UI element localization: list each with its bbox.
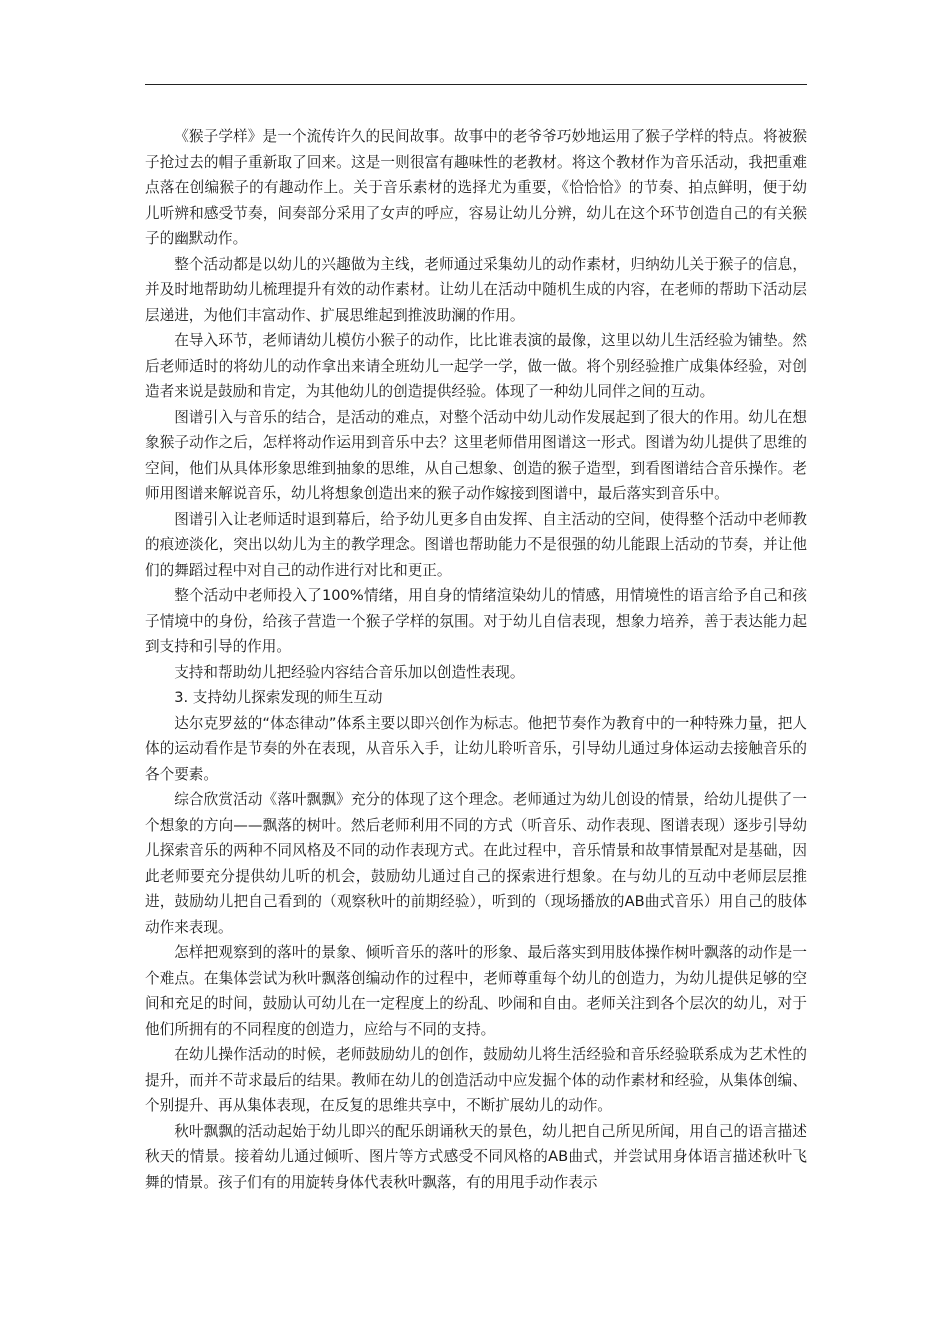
paragraph: 《猴子学样》是一个流传许久的民间故事。故事中的老爷爷巧妙地运用了猴子学样的特点。将被猴子抢过去的帽子重新取了回来。这是一则很富有趣味性的老教材。将这个教材作为音乐活动，我把重难点落在创编猴子的有趣动作上。关于音乐素材的选择尤为重要，《恰恰恰》的节奏、拍点鲜明，便于幼儿听辨和感受节奏，间奏部分采用了女声的呼应，容易让幼儿分辨，幼儿在这个环节创造自己的有关猴子的幽默动作。 [145,128,807,247]
paragraph: 整个活动都是以幼儿的兴趣做为主线，老师通过采集幼儿的动作素材，归纳幼儿关于猴子的信息，并及时地帮助幼儿梳理提升有效的动作素材。让幼儿在活动中随机生成的内容，在老师的帮助下活动层层递进，为他们丰富动作、扩展思维起到推波助澜的作用。 [145,255,807,324]
paragraph: 怎样把观察到的落叶的景象、倾听音乐的落叶的形象、最后落实到用肢体操作树叶飘落的动作是一个难点。在集体尝试为秋叶飘落创编动作的过程中，老师尊重每个幼儿的创造力，为幼儿提供足够的空间和充足的时间，鼓励认可幼儿在一定程度上的纷乱、吵闹和自由。老师关注到各个层次的幼儿，对于他们所拥有的不同程度的创造力，应给与不同的支持。 [145,944,807,1038]
paragraph: 达尔克罗兹的“体态律动”体系主要以即兴创作为标志。他把节奏作为教育中的一种特殊力量，把人体的运动看作是节奏的外在表现，从音乐入手，让幼儿聆听音乐，引导幼儿通过身体运动去接触音乐的各个要素。 [145,714,807,783]
paragraph: 支持和帮助幼儿把经验内容结合音乐加以创造性表现。 [174,663,525,681]
paragraph: 在导入环节，老师请幼儿模仿小猴子的动作，比比谁表演的最像，这里以幼儿生活经验为铺垫。然后老师适时的将幼儿的动作拿出来请全班幼儿一起学一学，做一做。将个别经验推广成集体经验，对创造者来说是鼓励和肯定，为其他幼儿的创造提供经验。体现了一种幼儿同伴之间的互动。 [145,332,807,400]
paragraph: 图谱引入让老师适时退到幕后，给予幼儿更多自由发挥、自主活动的空间，使得整个活动中老师教的痕迹淡化，突出以幼儿为主的教学理念。图谱也帮助能力不是很强的幼儿能跟上活动的节奏，并让他们的舞蹈过程中对自己的动作进行对比和更正。 [145,510,807,579]
header-rule [145,84,807,85]
paragraph: 整个活动中老师投入了100%情绪，用自身的情绪渲染幼儿的情感，用情境性的语言给予自己和孩子情境中的身份，给孩子营造一个猴子学样的氛围。对于幼儿自信表现，想象力培养，善于表达能力起到支持和引导的作用。 [145,587,807,655]
paragraph: 在幼儿操作活动的时候，老师鼓励幼儿的创作，鼓励幼儿将生活经验和音乐经验联系成为艺术性的提升，而并不苛求最后的结果。教师在幼儿的创造活动中应发掘个体的动作素材和经验，从集体创编、个别提升、再从集体表现，在反复的思维共享中，不断扩展幼儿的动作。 [145,1046,807,1114]
paragraph: 秋叶飘飘的活动起始于幼儿即兴的配乐朗诵秋天的景色，幼儿把自己所见所闻，用自己的语言描述秋天的情景。接着幼儿通过倾听、图片等方式感受不同风格的AB曲式，并尝试用身体语言描述秋叶飞舞的情景。孩子们有的用旋转身体代表秋叶飘落，有的用甩手动作表示 [145,1122,807,1191]
section-heading: 3. 支持幼儿探索发现的师生互动 [174,689,383,706]
paragraph: 图谱引入与音乐的结合，是活动的难点，对整个活动中幼儿动作发展起到了很大的作用。幼儿在想象猴子动作之后，怎样将动作运用到音乐中去？这里老师借用图谱这一形式。图谱为幼儿提供了思维的空间，他们从具体形象思维到抽象的思维，从自己想象、创造的猴子造型，到看图谱结合音乐操作。老师用图谱来解说音乐，幼儿将想象创造出来的猴子动作嫁接到图谱中，最后落实到音乐中。 [145,408,807,502]
paragraph: 综合欣赏活动《落叶飘飘》充分的体现了这个理念。老师通过为幼儿创设的情景，给幼儿提供了一个想象的方向——飘落的树叶。然后老师利用不同的方式（听音乐、动作表现、图谱表现）逐步引导幼儿探索音乐的两种不同风格及不同的动作表现方式。在此过程中，音乐情景和故事情景配对是基础，因此老师要充分提供幼儿听的机会，鼓励幼儿通过自己的探索进行想象。在与幼儿的互动中老师层层推进，鼓励幼儿把自己看到的（观察秋叶的前期经验），听到的（现场播放的AB曲式音乐）用自己的肢体动作来表现。 [145,791,807,936]
document-body [145,124,807,1195]
